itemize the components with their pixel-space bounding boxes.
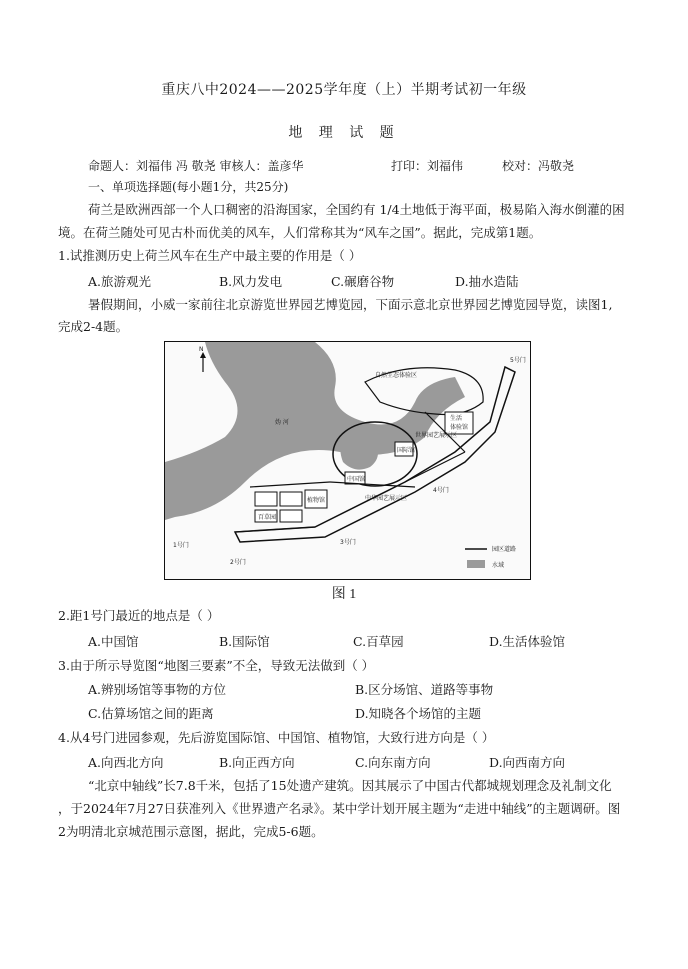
q4-stem: 4.从4号门进园参观，先后游览国际馆、中国馆、植物馆，大致行进方向是（ ） xyxy=(58,730,495,745)
label-cn-zone: 中华园艺展示区 xyxy=(365,495,408,502)
q1-option-a[interactable]: A.旅游观光 xyxy=(88,274,152,289)
staff-proof: 校对：冯敬尧 xyxy=(502,159,575,173)
q1-option-d[interactable]: D.抽水造陆 xyxy=(455,274,519,289)
intro3-line2: ，于2024年7月27日获准列入《世界遗产名录》。某中学计划开展主题为“走进中轴线”的主题调研。图 xyxy=(58,801,621,816)
q4-option-b[interactable]: B.向正西方向 xyxy=(219,755,295,770)
q4-option-c[interactable]: C.向东南方向 xyxy=(355,755,431,770)
figure-1-caption: 图 1 xyxy=(331,587,357,602)
intro3-line1: “北京中轴线”长7.8千米，包括了15处遗产建筑。因其展示了中国古代都城规划理念及礼制文化 xyxy=(88,778,612,793)
staff-authors: 命题人：刘福伟 冯 敬尧 审核人：盖彦华 xyxy=(88,159,304,173)
intro2-line1: 暑假期间，小威一家前往北京游览世界园艺博览园，下面示意北京世界园艺博览园导览，读图1, xyxy=(88,297,613,312)
section-heading: 一、单项选择题(每小题1分，共25分) xyxy=(88,180,289,194)
intro1-line2: 境。在荷兰随处可见古朴而优美的风车，人们常称其为“风车之国”。据此，完成第1题。 xyxy=(58,225,542,240)
lake xyxy=(340,434,378,469)
label-gate2: 2号门 xyxy=(230,559,246,566)
label-gate4: 4号门 xyxy=(433,487,449,494)
q1-stem: 1.试推测历史上荷兰风车在生产中最主要的作用是（ ） xyxy=(58,248,362,263)
legend-water-label: 水域 xyxy=(492,562,505,569)
q2-option-c[interactable]: C.百草园 xyxy=(353,634,404,649)
intro2-line2: 完成2-4题。 xyxy=(58,319,129,334)
label-life: 生活 xyxy=(450,415,463,422)
label-life-hall: 体验馆 xyxy=(450,424,469,431)
q2-option-a[interactable]: A.中国馆 xyxy=(88,634,139,649)
q3-option-c[interactable]: C.估算场馆之间的距离 xyxy=(88,706,214,721)
intro1-line1: 荷兰是欧洲西部一个人口稠密的沿海国家，全国约有 1/4土地低于海平面，极易陷入海水倒灌的困 xyxy=(88,202,625,217)
map-svg xyxy=(165,342,530,579)
label-gate3: 3号门 xyxy=(340,539,356,546)
label-gate1: 1号门 xyxy=(173,542,189,549)
label-herb-garden: 百草园 xyxy=(258,514,277,521)
q1-option-c[interactable]: C.碾磨谷物 xyxy=(331,274,395,289)
north-label: N xyxy=(199,346,204,353)
legend-road-label: 园区道路 xyxy=(492,546,517,553)
q4-option-a[interactable]: A.向西北方向 xyxy=(88,755,164,770)
q3-option-d[interactable]: D.知晓各个场馆的主题 xyxy=(355,706,482,721)
subject-title: 地 理 试 题 xyxy=(288,125,400,141)
label-river: 妫 河 xyxy=(275,419,289,426)
label-plant-hall: 植物馆 xyxy=(307,497,326,504)
q3-stem: 3.由于所示导览图“地图三要素”不全，导致无法做到（ ） xyxy=(58,658,375,673)
label-intl-hall: 国际馆 xyxy=(397,447,416,454)
q2-option-b[interactable]: B.国际馆 xyxy=(219,634,270,649)
label-gate5: 5号门 xyxy=(510,357,526,364)
q3-option-a[interactable]: A.辨别场馆等事物的方位 xyxy=(88,682,227,697)
label-china-hall: 中国馆 xyxy=(347,476,366,483)
q4-option-d[interactable]: D.向西南方向 xyxy=(489,755,566,770)
q1-option-b[interactable]: B.风力发电 xyxy=(219,274,283,289)
q3-option-b[interactable]: B.区分场馆、道路等事物 xyxy=(355,682,494,697)
q2-option-d[interactable]: D.生活体验馆 xyxy=(489,634,566,649)
expo-map xyxy=(164,341,531,580)
label-nature-zone: 自然生态体验区 xyxy=(375,372,418,379)
staff-print: 打印：刘福伟 xyxy=(391,159,464,173)
label-world-zone: 世界园艺展示区 xyxy=(415,432,458,439)
q2-stem: 2.距1号门最近的地点是（ ） xyxy=(58,608,220,623)
intro3-line3: 2为明清北京城范围示意图，据此，完成5-6题。 xyxy=(58,824,324,839)
exam-title: 重庆八中2024——2025学年度（上）半期考试初一年级 xyxy=(161,82,527,98)
